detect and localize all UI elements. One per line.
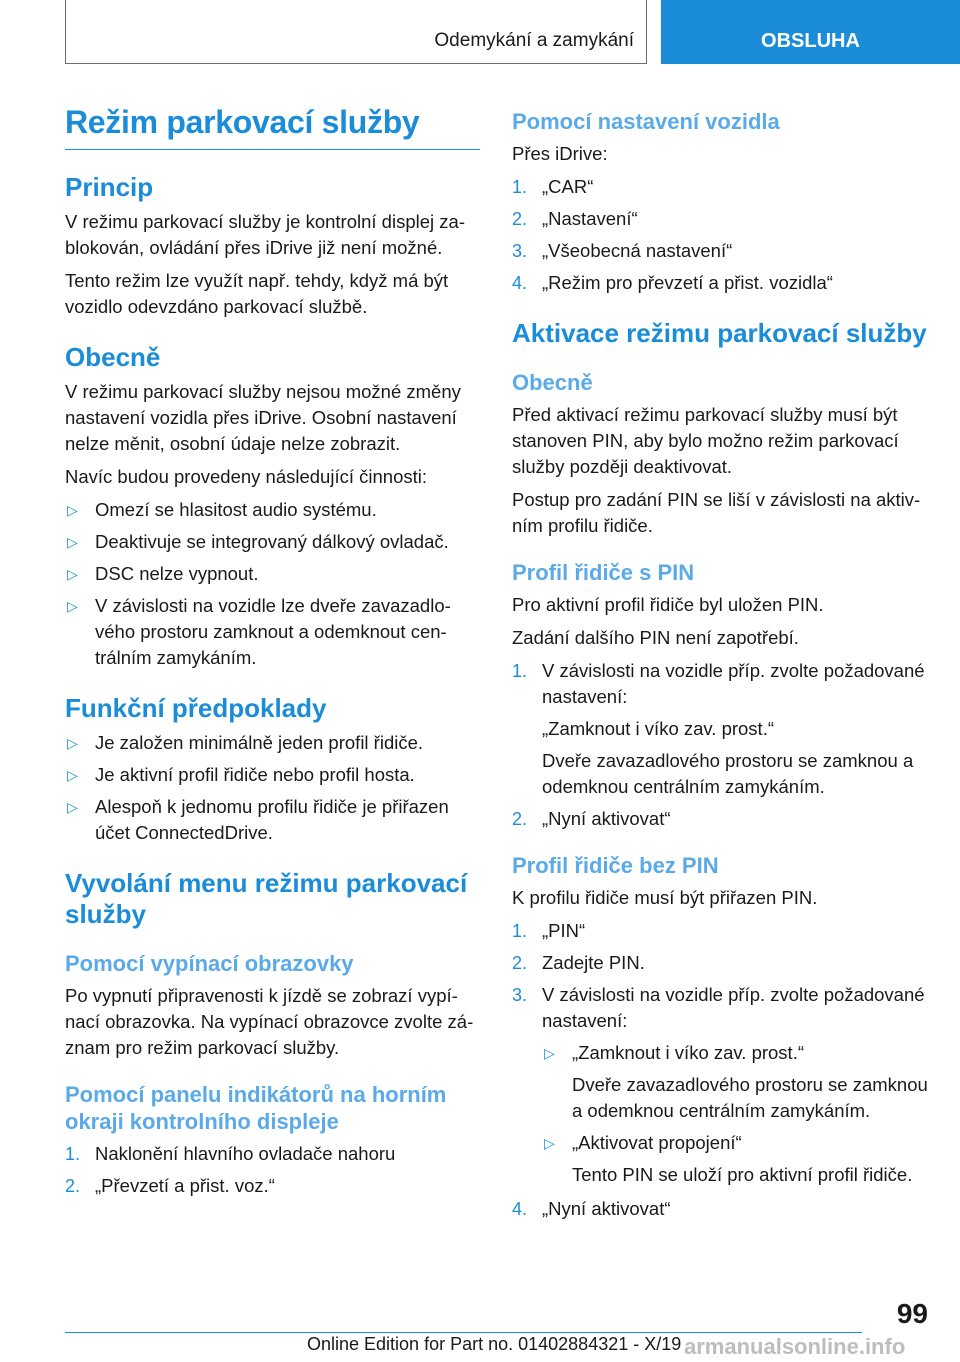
heading-vyvolani: Vyvolání menu režimu parkovací služby <box>65 868 468 929</box>
step-number: 2. <box>512 809 528 829</box>
paragraph: Pro aktivní profil řidiče byl uložen PIN. <box>512 594 824 615</box>
numbered-list <box>512 918 932 1222</box>
page-number: 99 <box>896 1298 928 1329</box>
step-number: 1. <box>512 921 528 941</box>
step-number: 4. <box>512 1199 528 1219</box>
list-item: ▷ Alespoň k jednomu profilu řidiče je přiřazen účet ConnectedDrive. <box>67 796 449 843</box>
list-item: ▷ DSC nelze vypnout. <box>65 561 480 587</box>
numbered-list <box>65 1141 480 1199</box>
list-item: ▷ Je aktivní profil řidiče nebo profil hosta. <box>65 762 480 788</box>
triangle-bullet-icon: ▷ <box>67 502 78 518</box>
paragraph: Postup pro zadání PIN se liší v závislosti na aktivním profilu řidiče. <box>512 489 921 536</box>
step-number: 1. <box>65 1144 81 1164</box>
paragraph: Před aktivací režimu parkovací služby musí být stanoven PIN, aby bylo možno režim parkovací služby později deaktivovat. <box>512 404 899 477</box>
step-number: 2. <box>512 953 528 973</box>
page-title: Režim parkovací služby <box>65 104 480 150</box>
list-item: ▷ Omezí se hlasitost audio systému. <box>65 497 480 523</box>
step-number: 4. <box>512 273 528 293</box>
bullet-list <box>65 497 480 671</box>
step-number: 2. <box>65 1176 81 1196</box>
triangle-bullet-icon: ▷ <box>544 1045 555 1061</box>
list-item: 2. „Nyní aktivovat“ <box>512 806 932 832</box>
list-item: 1. Naklonění hlavního ovladače nahoru <box>65 1141 480 1167</box>
list-item: ▷ „Zamknout i víko zav. prost.“ Dveře zavazadlového prostoru se zamknou a odemknou centrálním zamykáním. <box>542 1040 932 1124</box>
subheading-s-pin: Profil řidiče s PIN <box>512 560 695 585</box>
list-item: 3. V závislosti na vozidle příp. zvolte požadované nastavení: ▷ „Zamknout i víko zav. prost.“ Dveře zavazadlového prostoru se zamknou a odemknou centrálním zamykáním. ▷ „Aktivovat propojení“ Tento PIN se uloží pro aktivní profil řidiče. <box>512 982 932 1188</box>
step-detail: Dveře zavazadlového prostoru se zamknou a odemknou centrálním zamykáním. <box>542 750 914 797</box>
list-item: 1. V závislosti na vozidle příp. zvolte požadované nastavení: „Zamknout i víko zav. prost.“ Dveře zavazadlového prostoru se zamknou a odemknou centrálním zamykáním. <box>512 658 932 800</box>
paragraph: Tento režim lze využít např. tehdy, když má být vozidlo odevzdáno parkovací službě. <box>65 270 449 317</box>
numbered-list <box>512 174 932 296</box>
paragraph: V režimu parkovací služby nejsou možné změny nastavení vozidla přes iDrive. Osobní nastavení nelze měnit, osobní údaje nelze zobrazit. <box>65 381 461 454</box>
heading-aktivace: Aktivace režimu parkovací služby <box>512 318 927 348</box>
heading-princip: Princip <box>65 172 154 202</box>
bullet-list <box>65 730 480 846</box>
triangle-bullet-icon: ▷ <box>67 799 78 815</box>
step-detail: Tento PIN se uloží pro aktivní profil řidiče. <box>572 1164 913 1185</box>
subheading-nastaveni: Pomocí nastavení vozidla <box>512 109 780 134</box>
list-item: 1. „PIN“ <box>512 918 932 944</box>
paragraph: Po vypnutí připravenosti k jízdě se zobrazí vypínací obrazovka. Na vypínací obrazovce zvolte záznam pro režim parkovací služby. <box>65 985 474 1058</box>
left-column <box>65 96 480 1207</box>
list-item: 1. „CAR“ <box>512 174 932 200</box>
subheading-obecne: Obecně <box>512 370 593 395</box>
step-number: 3. <box>512 241 528 261</box>
numbered-list <box>512 658 932 832</box>
list-item: ▷ Deaktivuje se integrovaný dálkový ovladač. <box>65 529 480 555</box>
list-item: 2. Zadejte PIN. <box>512 950 932 976</box>
list-item: 4. „Nyní aktivovat“ <box>512 1196 932 1222</box>
footer-rule <box>65 1332 862 1333</box>
triangle-bullet-icon: ▷ <box>67 767 78 783</box>
list-item: 2. „Nastavení“ <box>512 206 932 232</box>
subheading-panel: Pomocí panelu indikátorů na horním okraji kontrolního displeje <box>65 1082 447 1134</box>
list-item: 2. „Převzetí a přist. voz.“ <box>65 1173 480 1199</box>
paragraph: K profilu řidiče musí být přiřazen PIN. <box>512 887 818 908</box>
watermark: armanualsonline.info <box>684 1334 906 1359</box>
section-tab: OBSLUHA <box>661 0 960 64</box>
paragraph: Přes iDrive: <box>512 143 608 164</box>
triangle-bullet-icon: ▷ <box>67 598 78 614</box>
list-item: ▷ „Aktivovat propojení“ Tento PIN se uloží pro aktivní profil řidiče. <box>542 1130 932 1188</box>
triangle-bullet-icon: ▷ <box>67 566 78 582</box>
subheading-bez-pin: Profil řidiče bez PIN <box>512 853 719 878</box>
step-number: 3. <box>512 985 528 1005</box>
list-item: ▷ V závislosti na vozidle lze dveře zavazadlového prostoru zamknout a odemknout centrálním zamykáním. <box>67 595 451 668</box>
step-number: 1. <box>512 177 528 197</box>
step-number: 1. <box>512 661 528 681</box>
subheading-vypinaci: Pomocí vypínací obrazovky <box>65 951 354 976</box>
chapter-title: Odemykání a zamykání <box>434 30 634 51</box>
paragraph: Zadání dalšího PIN není zapotřebí. <box>512 627 799 648</box>
step-detail: Dveře zavazadlového prostoru se zamknou a odemknou centrálním zamykáním. <box>572 1074 928 1121</box>
bullet-list <box>542 1040 932 1188</box>
triangle-bullet-icon: ▷ <box>67 735 78 751</box>
triangle-bullet-icon: ▷ <box>544 1135 555 1151</box>
paragraph: Navíc budou provedeny následující činnosti: <box>65 466 427 487</box>
right-column <box>512 96 932 1230</box>
edition-note: Online Edition for Part no. 01402884321 - X/19 <box>307 1334 682 1354</box>
running-header <box>65 0 647 64</box>
list-item: 4. „Režim pro převzetí a přist. vozidla“ <box>512 270 932 296</box>
paragraph: V režimu parkovací služby je kontrolní displej zablokován, ovládání přes iDrive již není možné. <box>65 211 465 258</box>
heading-funkcni: Funkční předpoklady <box>65 693 327 723</box>
step-number: 2. <box>512 209 528 229</box>
triangle-bullet-icon: ▷ <box>67 534 78 550</box>
list-item: ▷ Je založen minimálně jeden profil řidiče. <box>65 730 480 756</box>
heading-obecne: Obecně <box>65 342 161 372</box>
list-item: 3. „Všeobecná nastavení“ <box>512 238 932 264</box>
step-detail: „Zamknout i víko zav. prost.“ <box>542 718 774 739</box>
